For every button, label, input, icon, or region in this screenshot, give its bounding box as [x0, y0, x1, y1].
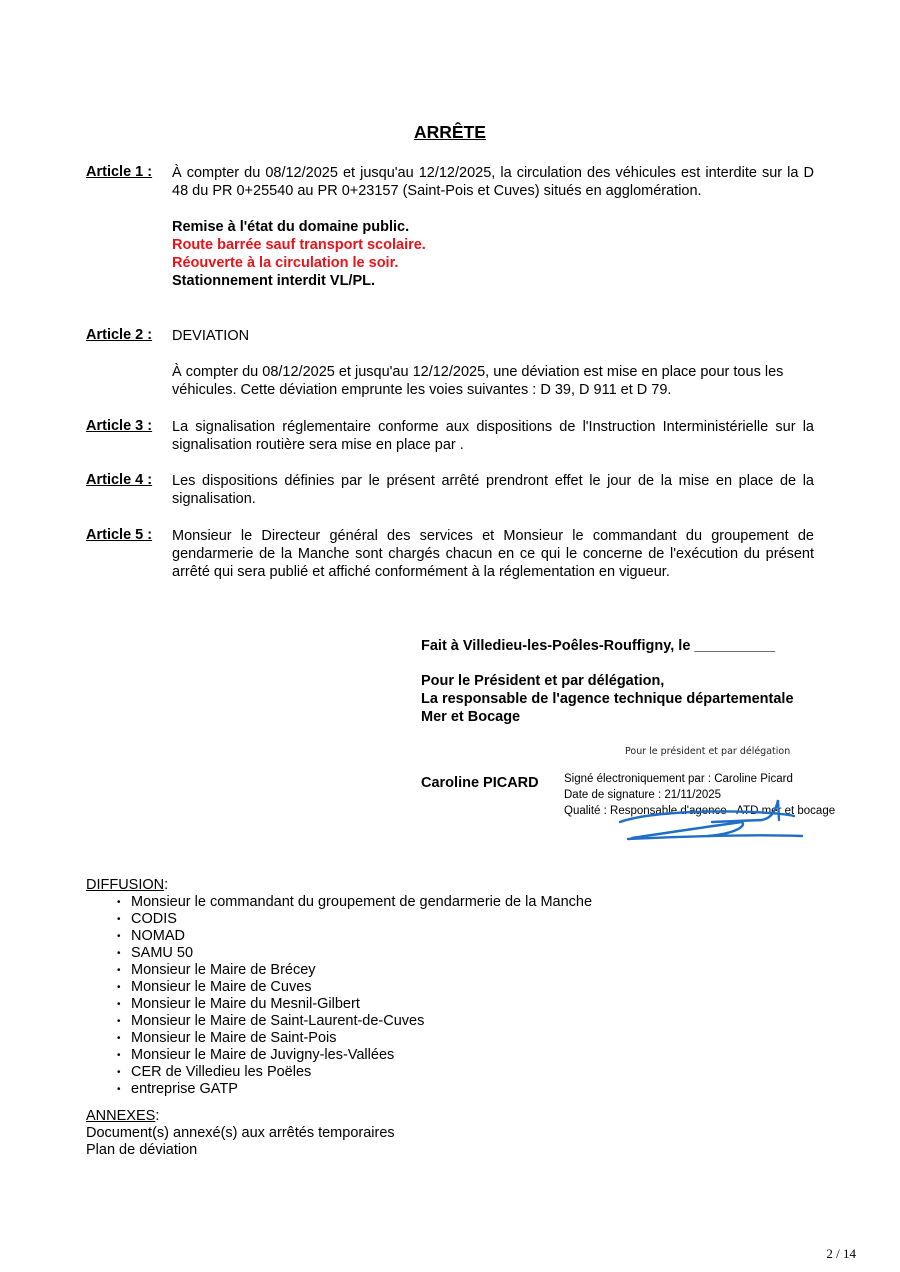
article-body	[172, 472, 814, 508]
list-item: • Monsieur le Maire de Saint-Pois	[117, 1030, 337, 1046]
signature-delegation	[421, 672, 861, 726]
signature-place: Fait à Villedieu-les-Poêles-Rouffigny, le __________	[421, 638, 776, 654]
list-item: • NOMAD	[117, 928, 185, 944]
signer-quality: Qualité : Responsable d'agence - ATD mer et bocage	[564, 805, 836, 817]
article-text: Monsieur le Directeur général des services et Monsieur le commandant du groupement de gendarmerie de la Manche sont chargés chacun en ce qui le concerne de l'exécution du présent arrêté qui sera publié et affiché conformément à la réglementation en vigueur.	[172, 528, 814, 580]
diffusion-colon: :	[164, 877, 169, 893]
list-item: • Monsieur le commandant du groupement de gendarmerie de la Manche	[117, 894, 593, 910]
article-text: Les dispositions définies par le présent arrêté prendront effet le jour de la mise en place de la signalisation.	[172, 473, 814, 507]
annexes-title: ANNEXES	[86, 1108, 156, 1124]
list-item: • entreprise GATP	[117, 1081, 238, 1097]
list-item-text: Monsieur le Maire de Saint-Laurent-de-Cuves	[131, 1013, 425, 1029]
article-line-red: Route barrée sauf transport scolaire.	[172, 237, 426, 253]
article-label: Article 2 :	[86, 327, 153, 343]
list-item-text: CODIS	[131, 911, 177, 927]
article-body	[172, 164, 814, 290]
agency-line: Mer et Bocage	[421, 709, 521, 725]
article-heading: DEVIATION	[172, 328, 250, 344]
signed-by: Signé électroniquement par : Caroline Picard	[564, 773, 793, 785]
list-item-text: Monsieur le Maire de Brécey	[131, 962, 316, 978]
list-item: • Monsieur le Maire de Juvigny-les-Vallées	[117, 1047, 395, 1063]
diffusion-title: DIFFUSION	[86, 877, 165, 893]
list-item-text: NOMAD	[131, 928, 185, 944]
article-label: Article 4 :	[86, 472, 153, 488]
list-item: • Monsieur le Maire de Saint-Laurent-de-Cuves	[117, 1013, 425, 1029]
annexes-colon: :	[155, 1108, 160, 1124]
signature-date: Date de signature : 21/11/2025	[564, 789, 722, 801]
list-item: • CER de Villedieu les Poëles	[117, 1064, 312, 1080]
list-item: • Monsieur le Maire du Mesnil-Gilbert	[117, 996, 360, 1012]
delegation-line: Pour le Président et par délégation,	[421, 673, 665, 689]
diffusion-list	[86, 894, 592, 1098]
article-label: Article 5 :	[86, 527, 153, 543]
annex-item: Document(s) annexé(s) aux arrêtés temporaires	[86, 1125, 395, 1141]
list-item: • CODIS	[117, 911, 177, 927]
article-label: Article 3 :	[86, 418, 153, 434]
article-line: Stationnement interdit VL/PL.	[172, 273, 376, 289]
list-item-text: SAMU 50	[131, 945, 194, 961]
list-item: • Monsieur le Maire de Cuves	[117, 979, 312, 995]
article-line: Remise à l'état du domaine public.	[172, 219, 410, 235]
list-item-text: Monsieur le commandant du groupement de gendarmerie de la Manche	[131, 894, 593, 910]
handwritten-signature	[612, 792, 812, 848]
list-item-text: Monsieur le Maire de Juvigny-les-Vallées	[131, 1047, 395, 1063]
list-item-text: Monsieur le Maire du Mesnil-Gilbert	[131, 996, 360, 1012]
annex-item: Plan de déviation	[86, 1142, 198, 1158]
list-item: • Monsieur le Maire de Brécey	[117, 962, 316, 978]
article-body	[172, 418, 814, 454]
annexes-section	[86, 1108, 395, 1159]
list-item-text: Monsieur le Maire de Saint-Pois	[131, 1030, 337, 1046]
document-title: ARRÊTE	[414, 122, 486, 142]
signer-name: Caroline PICARD	[421, 775, 539, 791]
list-item-text: entreprise GATP	[131, 1081, 238, 1097]
article-text: À compter du 08/12/2025 et jusqu'au 12/12/2025, une déviation est mise en place pour tous les véhicules. Cette déviation emprunte les voies suivantes : D 39, D 911 et D 79.	[172, 364, 784, 398]
role-line: La responsable de l'agence technique départementale	[421, 691, 794, 707]
list-item-text: CER de Villedieu les Poëles	[131, 1064, 312, 1080]
article-line-red: Réouverte à la circulation le soir.	[172, 255, 399, 271]
diffusion-section	[86, 877, 592, 1098]
list-item-text: Monsieur le Maire de Cuves	[131, 979, 312, 995]
page-number: 2 / 14	[826, 1246, 856, 1261]
article-body	[172, 527, 814, 581]
article-text: La signalisation réglementaire conforme aux dispositions de l'Instruction Interministérielle sur la signalisation routière sera mise en place par .	[172, 419, 814, 453]
article-text: À compter du 08/12/2025 et jusqu'au 12/12/2025, la circulation des véhicules est interdite sur la D 48 du PR 0+25540 au PR 0+23157 (Saint-Pois et Cuves) situés en agglomération.	[172, 165, 814, 199]
stamp-header: Pour le président et par délégation	[625, 746, 791, 757]
article-body	[172, 327, 814, 399]
article-label: Article 1 :	[86, 164, 153, 180]
list-item: • SAMU 50	[117, 945, 194, 961]
